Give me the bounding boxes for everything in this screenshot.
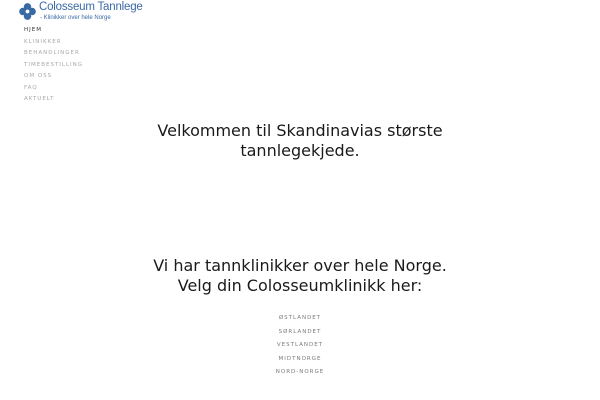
logo-link[interactable] <box>19 2 143 21</box>
region-list <box>0 312 600 380</box>
welcome-heading <box>0 121 600 161</box>
region-link-midtnorge[interactable]: MIDTNORGE <box>278 355 322 362</box>
logo-text <box>39 2 143 21</box>
welcome-line-2: tannlegekjede. <box>240 141 360 160</box>
logo-tagline: - Klinikker over hele Norge <box>40 14 111 21</box>
nav-item-faq[interactable]: FAQ <box>24 84 38 91</box>
region-link-nord-norge[interactable]: NORD-NORGE <box>275 369 325 375</box>
clinic-line-1: Vi har tannklinikker over hele Norge. <box>153 256 447 275</box>
nav-item-timebestilling[interactable]: TIMEBESTILLING <box>24 61 84 68</box>
nav-item-hjem[interactable]: HJEM <box>24 27 42 33</box>
clinic-line-2: Velg din Colosseumklinikk her: <box>177 276 423 295</box>
clinic-heading <box>0 256 600 296</box>
four-petal-cross-icon <box>19 3 36 20</box>
region-link-sorlandet[interactable]: SØRLANDET <box>278 328 322 335</box>
main-nav <box>24 25 83 106</box>
welcome-line-1: Velkommen til Skandinavias største <box>157 121 443 140</box>
logo-name: Colosseum Tannlege <box>39 1 143 13</box>
nav-item-behandlinger[interactable]: BEHANDLINGER <box>24 50 80 56</box>
nav-item-om-oss[interactable]: OM OSS <box>24 73 53 79</box>
region-link-ostlandet[interactable]: ØSTLANDET <box>278 315 322 321</box>
nav-item-aktuelt[interactable]: AKTUELT <box>24 96 55 102</box>
nav-item-klinikker[interactable]: KLINIKKER <box>24 38 62 45</box>
region-link-vestlandet[interactable]: VESTLANDET <box>276 342 324 348</box>
